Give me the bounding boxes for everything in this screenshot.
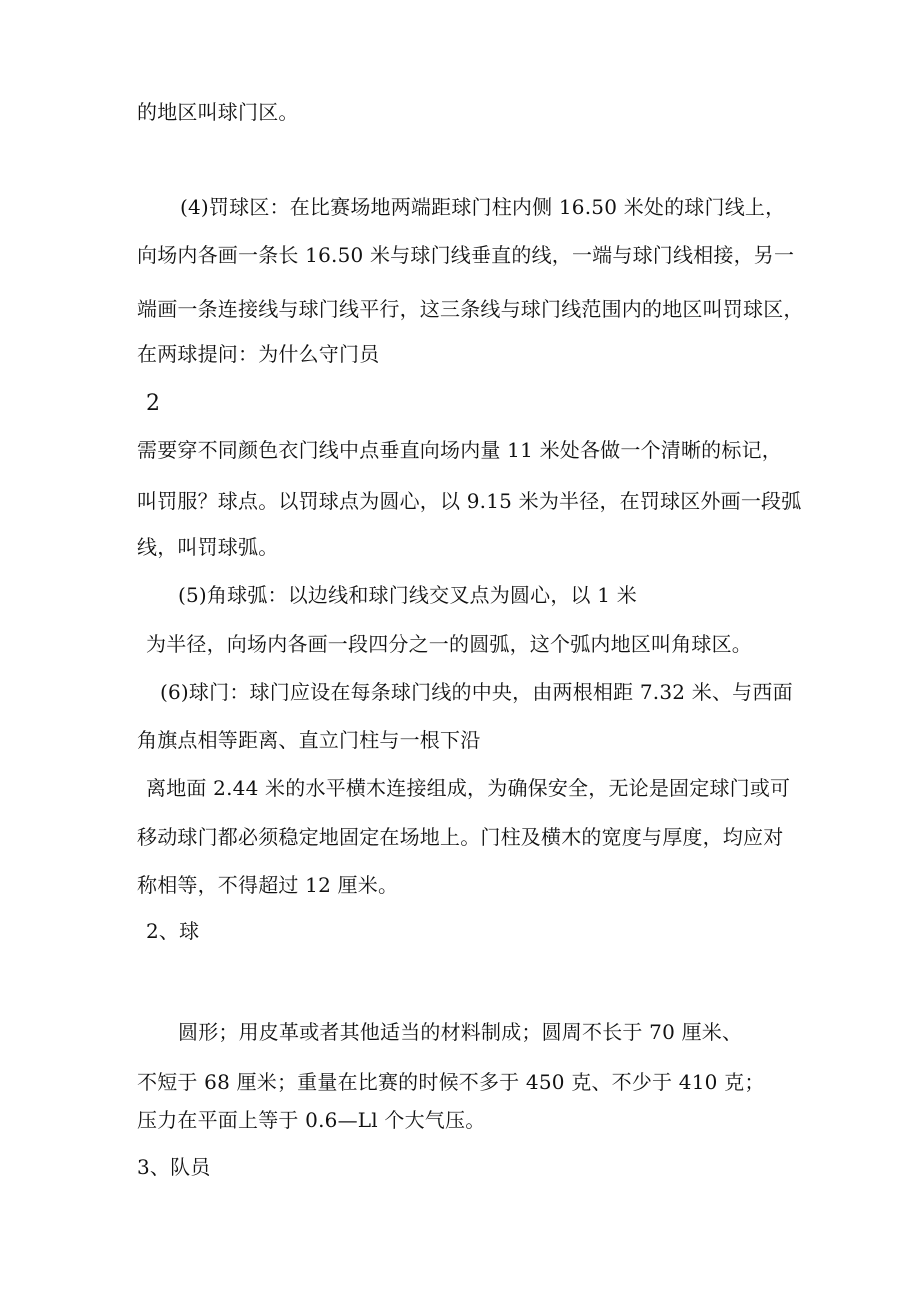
- text-line-9: (5)角球弧：以边线和球门线交叉点为圆心，以 1 米: [178, 583, 637, 607]
- text-line-8: 线，叫罚球弧。: [137, 535, 279, 559]
- text-line-7: 叫罚服？球点。以罚球点为圆心，以 9.15 米为半径，在罚球区外画一段弧: [137, 489, 802, 513]
- text-line-18: 压力在平面上等于 0.6—Ll 个大气压。: [137, 1108, 486, 1132]
- text-line-1: 的地区叫球门区。: [137, 100, 299, 124]
- text-line-16: 圆形；用皮革或者其他适当的材料制成；圆周不长于 70 厘米、: [178, 1020, 743, 1044]
- text-line-13: 离地面 2.44 米的水平横木连接组成，为确保安全，无论是固定球门或可: [146, 776, 791, 800]
- text-line-11: (6)球门：球门应设在每条球门线的中央，由两根相距 7.32 米、与西面: [160, 680, 793, 704]
- text-line-14: 移动球门都必须稳定地固定在场地上。门柱及横木的宽度与厚度，均应对: [137, 825, 784, 849]
- section-heading-ball: 2、球: [146, 919, 200, 943]
- text-line-3: 向场内各画一条长 16.50 米与球门线垂直的线，一端与球门线相接，另一: [137, 243, 795, 267]
- page-number: 2: [146, 391, 161, 416]
- text-line-5: 在两球提问：为什么守门员: [137, 342, 380, 366]
- text-line-6: 需要穿不同颜色衣门线中点垂直向场内量 11 米处各做一个清晰的标记，: [137, 438, 782, 462]
- text-line-10: 为半径，向场内各画一段四分之一的圆弧，这个弧内地区叫角球区。: [146, 632, 752, 656]
- text-line-17: 不短于 68 厘米；重量在比赛的时候不多于 450 克、不少于 410 克；: [137, 1070, 765, 1094]
- text-line-4: 端画一条连接线与球门线平行，这三条线与球门线范围内的地区叫罚球区，: [137, 297, 804, 321]
- text-line-15: 称相等，不得超过 12 厘米。: [137, 873, 399, 897]
- text-line-2: (4)罚球区：在比赛场地两端距球门柱内侧 16.50 米处的球门线上，: [180, 195, 786, 219]
- text-line-12: 角旗点相等距离、直立门柱与一根下沿: [137, 728, 481, 752]
- section-heading-players: 3、队员: [137, 1155, 211, 1179]
